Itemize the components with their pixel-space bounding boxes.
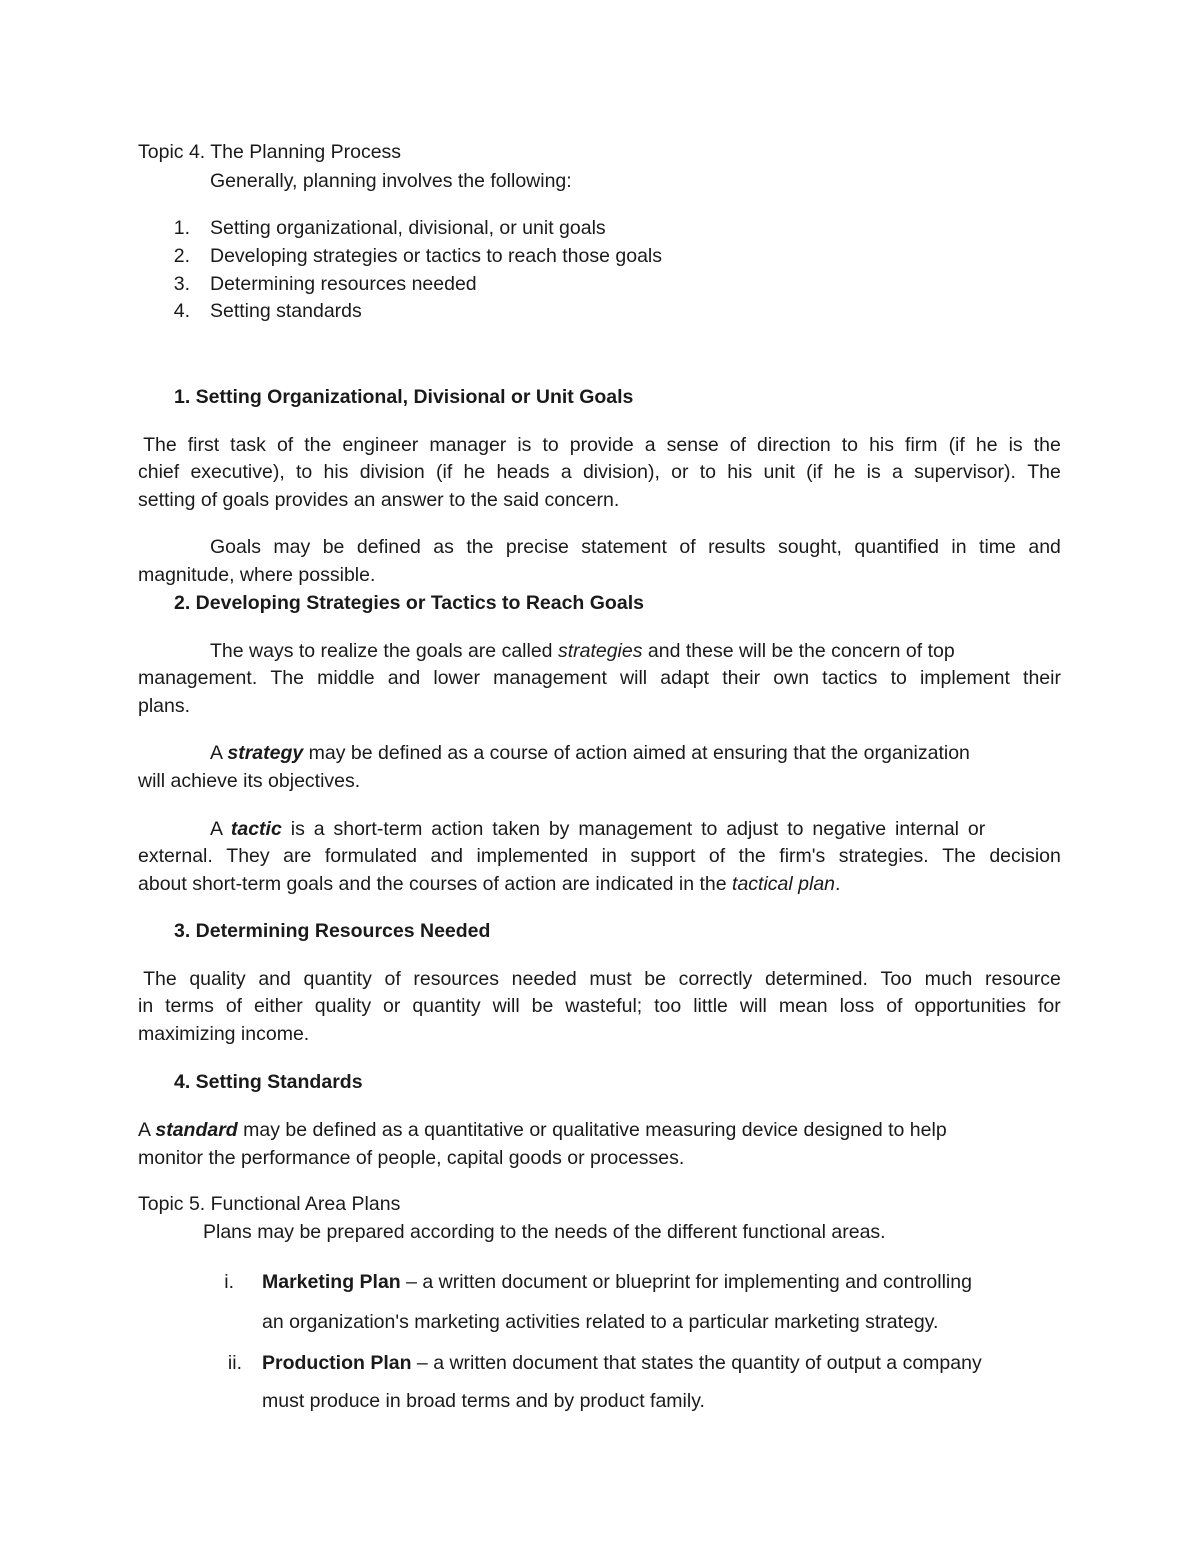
word: firm — [905, 434, 938, 456]
word: division — [359, 461, 425, 483]
word: may — [273, 536, 311, 558]
emphasis-tactical-plan: tactical plan — [732, 873, 836, 895]
word: to — [699, 461, 717, 483]
line-text — [138, 847, 1061, 867]
word: to — [296, 461, 313, 483]
word: the — [738, 845, 766, 867]
word: supervisor). — [914, 461, 1016, 483]
word: a — [560, 461, 572, 483]
word: is — [866, 461, 881, 483]
word: is — [1008, 434, 1023, 456]
word: Too — [880, 968, 913, 990]
word: They — [226, 845, 270, 867]
word: executive), — [190, 461, 285, 483]
word: precise — [505, 536, 569, 558]
term-marketing-plan: Marketing Plan — [262, 1271, 401, 1293]
list-item: Setting organizational, divisional, or unit goals — [210, 217, 606, 239]
word: defined — [356, 536, 421, 558]
section-2-paragraph-2-line — [210, 744, 970, 764]
word: and — [387, 667, 421, 689]
word: own — [773, 667, 810, 689]
topic-5-intro: Plans may be prepared according to the needs of the different functional areas. — [203, 1221, 886, 1243]
text: A — [210, 742, 228, 764]
word: of — [276, 434, 294, 456]
word: as — [433, 536, 454, 558]
section-2-paragraph-1-line: plans. — [138, 695, 191, 717]
text: about short-term goals and the courses of action are indicated in the — [138, 873, 733, 895]
word: tactics — [822, 667, 878, 689]
word: results — [708, 536, 766, 558]
word: heads — [496, 461, 550, 483]
topic-5-title: Topic 5. Functional Area Plans — [138, 1193, 401, 1215]
word: external. — [138, 845, 213, 867]
list-item-number: i. — [224, 1271, 234, 1293]
section-1-paragraph-1-line — [138, 463, 1061, 483]
word: quality — [189, 968, 246, 990]
word: much — [924, 968, 973, 990]
word: wasteful; — [565, 995, 643, 1017]
line-text — [138, 669, 1061, 689]
line-text — [138, 970, 1061, 990]
word: determined. — [764, 968, 868, 990]
word: too — [654, 995, 682, 1017]
word: the — [466, 536, 494, 558]
word: unit — [763, 461, 795, 483]
word: he — [975, 434, 998, 456]
line-text — [138, 997, 1061, 1017]
word: the — [1033, 434, 1061, 456]
section-3-paragraph-line: maximizing income. — [138, 1023, 310, 1045]
word: of — [384, 968, 401, 990]
word: management. — [138, 667, 258, 689]
text: A — [210, 818, 231, 840]
word: he — [833, 461, 856, 483]
word: provide — [569, 434, 634, 456]
word: resources — [413, 968, 499, 990]
section-2-paragraph-1-line — [138, 669, 1061, 689]
word: (if — [806, 461, 823, 483]
word: lower — [433, 667, 480, 689]
text: and these will be the concern of top — [642, 640, 955, 662]
word: will — [620, 667, 648, 689]
word: he — [463, 461, 486, 483]
word: Goals — [210, 536, 261, 558]
word: manager — [429, 434, 507, 456]
list-item: Determining resources needed — [210, 273, 477, 295]
word: middle — [317, 667, 375, 689]
word: in — [951, 536, 967, 558]
word: strategies. — [838, 845, 929, 867]
word: of — [679, 536, 696, 558]
word: to — [542, 434, 559, 456]
word: their — [722, 667, 761, 689]
term-tactic: tactic — [230, 818, 282, 840]
word: be — [644, 968, 666, 990]
word: management — [493, 667, 607, 689]
section-1-paragraph-1-line — [138, 436, 1061, 456]
list-item-number: 2. — [173, 245, 190, 267]
word: a — [644, 434, 656, 456]
word: adapt — [660, 667, 710, 689]
word: chief — [138, 461, 180, 483]
word: their — [1023, 667, 1061, 689]
word: firm's — [779, 845, 826, 867]
list-item-line — [262, 1273, 972, 1293]
text: The ways to realize the goals are called — [210, 640, 558, 662]
word: opportunities — [914, 995, 1027, 1017]
word: and — [1028, 536, 1061, 558]
word: The — [138, 968, 177, 990]
word: in — [138, 995, 154, 1017]
line-text — [138, 463, 1061, 483]
section-4-paragraph-line — [138, 1121, 947, 1141]
word: (if — [436, 461, 453, 483]
word: statement — [581, 536, 667, 558]
text: – a written document or blueprint for implementing and controlling — [400, 1271, 972, 1293]
word: his — [869, 434, 894, 456]
word: engineer — [342, 434, 419, 456]
term-standard: standard — [155, 1119, 238, 1141]
list-item: Setting standards — [210, 300, 362, 322]
text: may be defined as a quantitative or qualitative measuring device designed to help — [237, 1119, 947, 1141]
word: time — [979, 536, 1016, 558]
list-item-line — [262, 1354, 982, 1374]
word: his — [323, 461, 349, 483]
section-3-paragraph-line — [138, 997, 1061, 1017]
word: or — [671, 461, 689, 483]
term-strategy: strategy — [227, 742, 304, 764]
list-item-line: must produce in broad terms and by product family. — [262, 1390, 705, 1412]
word: The — [138, 434, 177, 456]
word: resource — [984, 968, 1061, 990]
word: task — [230, 434, 266, 456]
word: and — [258, 968, 291, 990]
word: to — [841, 434, 859, 456]
word: loss — [839, 995, 875, 1017]
line-text — [138, 436, 1061, 456]
section-1-heading: 1. Setting Organizational, Divisional or Unit Goals — [174, 386, 634, 408]
word: implemented — [476, 845, 589, 867]
word: decision — [989, 845, 1061, 867]
text: may be defined as a course of action aimed at ensuring that the organization — [303, 742, 970, 764]
section-4-paragraph-line: monitor the performance of people, capital goods or processes. — [138, 1147, 685, 1169]
section-2-paragraph-2-line: will achieve its objectives. — [138, 770, 361, 792]
list-item-number: 3. — [173, 273, 190, 295]
word: direction — [757, 434, 831, 456]
list-item: Developing strategies or tactics to reach those goals — [210, 245, 662, 267]
word: The — [942, 845, 976, 867]
word: quality — [314, 995, 372, 1017]
word: either — [254, 995, 303, 1017]
text: is a short-term action taken by management to adjust to negative internal or — [281, 818, 986, 840]
list-item-number: 4. — [173, 300, 190, 322]
word: will — [492, 995, 520, 1017]
emphasis-strategies: strategies — [557, 640, 643, 662]
word: (if — [948, 434, 965, 456]
line-text — [210, 538, 1061, 558]
word: a — [891, 461, 903, 483]
list-item-line: an organization's marketing activities related to a particular marketing strategy. — [262, 1311, 939, 1333]
term-production-plan: Production Plan — [262, 1352, 412, 1374]
section-2-paragraph-3-line — [210, 820, 985, 840]
word: of — [225, 995, 243, 1017]
word: needed — [511, 968, 577, 990]
text: . — [835, 873, 841, 895]
word: of — [708, 845, 726, 867]
word: first — [187, 434, 220, 456]
word: division), — [582, 461, 660, 483]
list-item-number: ii. — [227, 1352, 242, 1374]
word: are — [283, 845, 312, 867]
section-2-paragraph-1-line — [210, 642, 1061, 662]
section-1-paragraph-2-line: magnitude, where possible. — [138, 564, 376, 586]
word: be — [531, 995, 554, 1017]
word: sought, — [777, 536, 842, 558]
word: implement — [919, 667, 1010, 689]
line-text — [210, 642, 1061, 662]
word: his — [727, 461, 753, 483]
word: of — [729, 434, 746, 456]
word: support — [630, 845, 696, 867]
section-1-paragraph-1-line: setting of goals provides an answer to the said concern. — [138, 489, 620, 511]
list-item-number: 1. — [173, 217, 190, 239]
word: quantity — [303, 968, 372, 990]
word: formulated — [324, 845, 417, 867]
topic-4-intro: Generally, planning involves the following: — [210, 170, 572, 192]
text: – a written document that states the quantity of output a company — [411, 1352, 982, 1374]
word: terms — [165, 995, 214, 1017]
section-2-paragraph-3-line — [138, 875, 840, 895]
word: be — [322, 536, 345, 558]
word: little — [693, 995, 728, 1017]
word: mean — [778, 995, 828, 1017]
section-3-heading: 3. Determining Resources Needed — [174, 920, 491, 942]
text: A — [138, 1119, 156, 1141]
section-3-paragraph-line — [138, 970, 1061, 990]
word: for — [1038, 995, 1061, 1017]
word: must — [589, 968, 632, 990]
word: or — [383, 995, 401, 1017]
word: and — [430, 845, 464, 867]
word: to — [890, 667, 907, 689]
word: sense — [666, 434, 719, 456]
word: correctly — [678, 968, 753, 990]
word: quantity — [412, 995, 481, 1017]
word: will — [739, 995, 767, 1017]
word: is — [517, 434, 532, 456]
word: in — [601, 845, 617, 867]
word: the — [304, 434, 332, 456]
word: of — [886, 995, 903, 1017]
word: quantified — [854, 536, 939, 558]
word: The — [270, 667, 304, 689]
section-4-heading: 4. Setting Standards — [174, 1071, 363, 1093]
section-2-heading: 2. Developing Strategies or Tactics to Reach Goals — [174, 592, 644, 614]
section-1-paragraph-2-line — [210, 538, 1061, 558]
section-2-paragraph-3-line — [138, 847, 1061, 867]
word: The — [1027, 461, 1061, 483]
topic-4-title: Topic 4. The Planning Process — [138, 141, 402, 163]
